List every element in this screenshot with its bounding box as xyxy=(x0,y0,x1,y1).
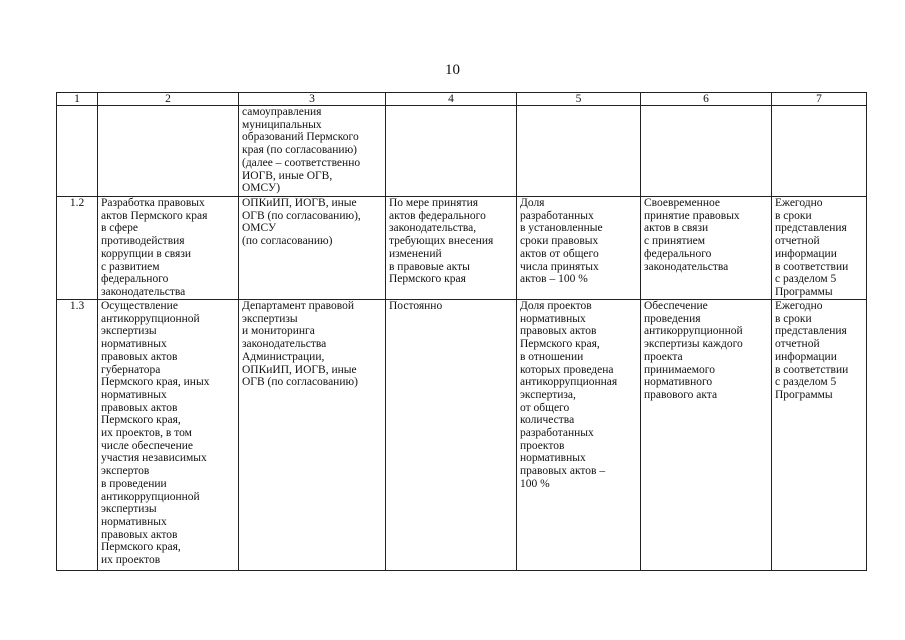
table-row xyxy=(57,300,867,571)
header-row xyxy=(57,93,867,106)
result-cell: Обеспечение проведения антикоррупционной экспертизы каждого проекта принимаемого нормативного правового акта xyxy=(641,300,772,571)
measure-cell: Осуществление антикоррупционной экспертизы нормативных правовых актов губернатора Пермского края, иных нормативных правовых актов Пермского края, их проектов, в том числе обеспечение участия независимых экспертов в проведении антикоррупционной экспертизы нормативных правовых актов Пермского края, их проектов xyxy=(98,300,239,571)
header-col-4: 4 xyxy=(386,93,517,106)
row-number xyxy=(57,106,98,197)
executor-cell: ОПКиИП, ИОГВ, иные ОГВ (по согласованию), ОМСУ (по согласованию) xyxy=(239,197,386,300)
reporting-cell xyxy=(772,106,867,197)
table-row xyxy=(57,106,867,197)
reporting-cell: Ежегодно в сроки представления отчетной информации в соответствии с разделом 5 Программы xyxy=(772,197,867,300)
term-cell: Постоянно xyxy=(386,300,517,571)
reporting-cell: Ежегодно в сроки представления отчетной информации в соответствии с разделом 5 Программы xyxy=(772,300,867,571)
indicator-cell: Доля проектов нормативных правовых актов Пермского края, в отношении которых проведена антикоррупционная экспертиза, от общего количества разработанных проектов нормативных правовых актов – 100 % xyxy=(517,300,641,571)
term-cell xyxy=(386,106,517,197)
header-col-3: 3 xyxy=(239,93,386,106)
header-col-1: 1 xyxy=(57,93,98,106)
term-cell: По мере принятия актов федерального законодательства, требующих внесения изменений в правовые акты Пермского края xyxy=(386,197,517,300)
measures-table xyxy=(56,92,867,571)
header-col-7: 7 xyxy=(772,93,867,106)
header-col-2: 2 xyxy=(98,93,239,106)
header-col-6: 6 xyxy=(641,93,772,106)
measure-cell: Разработка правовых актов Пермского края в сфере противодействия коррупции в связи с развитием федерального законодательства xyxy=(98,197,239,300)
page-number: 10 xyxy=(445,62,460,78)
row-number: 1.3 xyxy=(57,300,98,571)
row-number: 1.2 xyxy=(57,197,98,300)
result-cell xyxy=(641,106,772,197)
result-cell: Своевременное принятие правовых актов в связи с принятием федерального законодательства xyxy=(641,197,772,300)
header-col-5: 5 xyxy=(517,93,641,106)
indicator-cell: Доля разработанных в установленные сроки правовых актов от общего числа принятых актов – 100 % xyxy=(517,197,641,300)
executor-cell: Департамент правовой экспертизы и мониторинга законодательства Администрации, ОПКиИП, ИОГВ, иные ОГВ (по согласованию) xyxy=(239,300,386,571)
executor-cell: самоуправления муниципальных образований Пермского края (по согласованию) (далее – соответственно ИОГВ, иные ОГВ, ОМСУ) xyxy=(239,106,386,197)
table-row xyxy=(57,197,867,300)
measure-cell xyxy=(98,106,239,197)
indicator-cell xyxy=(517,106,641,197)
